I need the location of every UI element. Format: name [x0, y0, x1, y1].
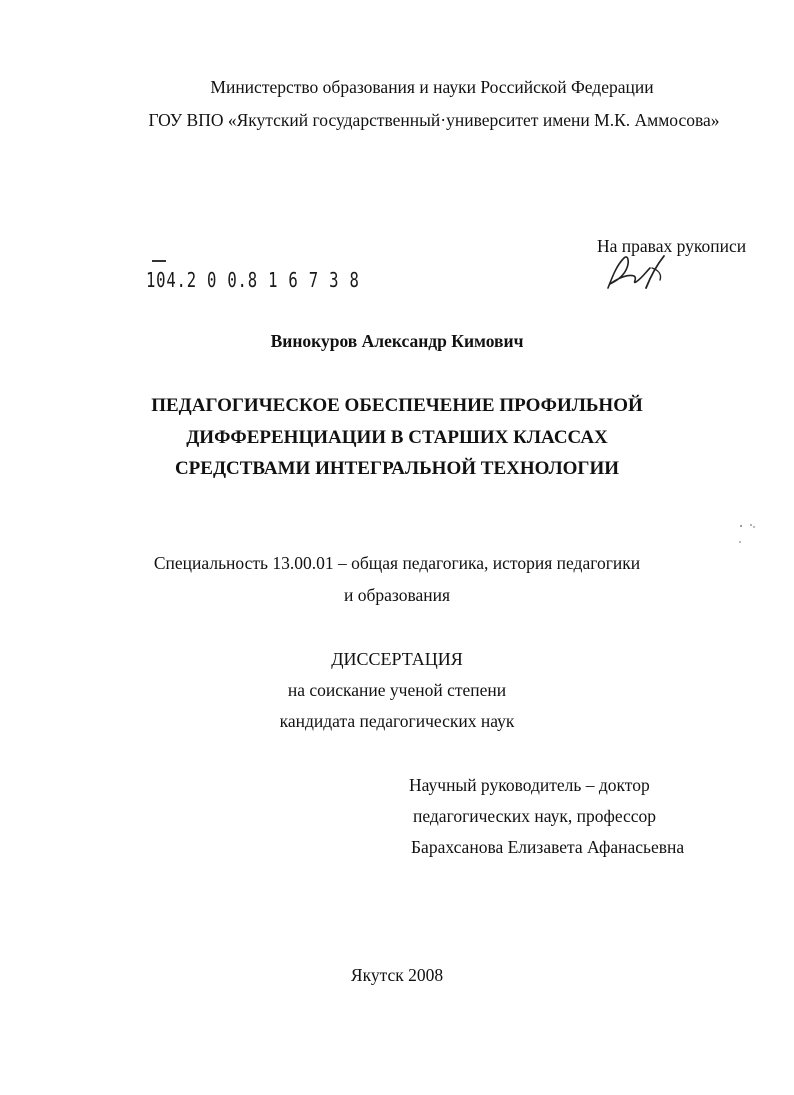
ministry-name: Министерство образования и науки Российской Федерации	[210, 77, 654, 97]
degree-line-1: на соискание ученой степени	[287, 680, 507, 700]
degree-line-2: кандидата педагогических наук	[279, 711, 515, 731]
author-name: Винокуров Александр Кимович	[270, 331, 524, 351]
thesis-title-line-2: ДИФФЕРЕНЦИАЦИИ В СТАРШИХ КЛАССАХ	[186, 427, 608, 448]
supervisor-name: Барахсанова Елизавета Афанасьевна	[411, 837, 685, 857]
manuscript-rights-note: На правах рукописи	[597, 236, 747, 256]
city-and-year: Якутск 2008	[350, 965, 444, 985]
registration-stamp-number: 104.2 0 0.8 1 6 7 3 8	[146, 268, 360, 292]
handwritten-signature	[602, 248, 672, 294]
specialty-line-2: и образования	[343, 585, 451, 605]
supervisor-line-1: Научный руководитель – доктор	[409, 775, 650, 795]
scan-specks	[737, 520, 767, 550]
thesis-title-line-3: СРЕДСТВАМИ ИНТЕГРАЛЬНОЙ ТЕХНОЛОГИИ	[174, 458, 620, 479]
university-name: ГОУ ВПО «Якутский государственный·университет имени М.К. Аммосова»	[148, 110, 720, 130]
document-type: ДИССЕРТАЦИЯ	[331, 649, 463, 669]
stamp-mark	[152, 260, 166, 262]
supervisor-line-2: педагогических наук, профессор	[413, 806, 657, 826]
specialty-line-1: Специальность 13.00.01 – общая педагогика, история педагогики	[153, 553, 641, 573]
thesis-title-line-1: ПЕДАГОГИЧЕСКОЕ ОБЕСПЕЧЕНИЕ ПРОФИЛЬНОЙ	[151, 395, 643, 416]
